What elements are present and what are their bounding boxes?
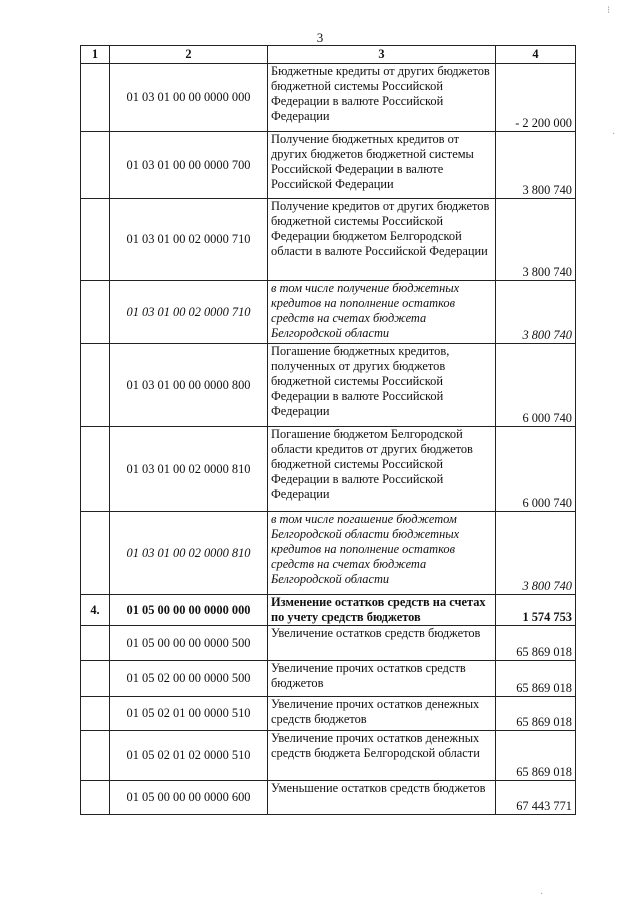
budget-code: 01 03 01 00 02 0000 810 (110, 512, 268, 595)
row-description: Получение кредитов от других бюджетов бюджетной системы Российской Федерации бюджетом Белгородской области в валюте Российской Федерации (268, 199, 496, 281)
table-row (81, 626, 576, 661)
row-description: Бюджетные кредиты от других бюджетов бюджетной системы Российской Федерации в валюте Российской Федерации (268, 64, 496, 132)
row-amount: 6 000 740 (496, 344, 576, 427)
budget-code: 01 03 01 00 02 0000 810 (110, 427, 268, 512)
table-row (81, 512, 576, 595)
table-row (81, 697, 576, 731)
row-number (81, 427, 110, 512)
row-amount: 3 800 740 (496, 281, 576, 344)
row-number (81, 512, 110, 595)
row-amount: 3 800 740 (496, 132, 576, 199)
col-header-amount: 4 (496, 46, 576, 64)
row-amount: 65 869 018 (496, 697, 576, 731)
table-row (81, 281, 576, 344)
budget-code: 01 05 00 00 00 0000 000 (110, 595, 268, 626)
budget-code: 01 05 00 00 00 0000 600 (110, 781, 268, 815)
row-description: Погашение бюджетом Белгородской области кредитов от других бюджетов бюджетной системы Российской Федерации в валюте Российской Федерации (268, 427, 496, 512)
table-row (81, 781, 576, 815)
budget-table (80, 45, 576, 815)
page-number: 3 (316, 30, 324, 45)
table-row (81, 595, 576, 626)
budget-code: 01 03 01 00 00 0000 000 (110, 64, 268, 132)
row-number (81, 781, 110, 815)
budget-code: 01 05 02 00 00 0000 500 (110, 661, 268, 697)
row-number (81, 661, 110, 697)
row-amount: 3 800 740 (496, 199, 576, 281)
row-number (81, 132, 110, 199)
table-row (81, 427, 576, 512)
header-row (81, 46, 576, 64)
row-description: Уменьшение остатков средств бюджетов (268, 781, 496, 815)
row-number (81, 626, 110, 661)
table-row (81, 661, 576, 697)
row-amount: 67 443 771 (496, 781, 576, 815)
row-number (81, 344, 110, 427)
scan-mark: · (612, 129, 616, 140)
budget-code: 01 03 01 00 00 0000 700 (110, 132, 268, 199)
row-amount: 65 869 018 (496, 661, 576, 697)
table-row (81, 344, 576, 427)
budget-code: 01 05 00 00 00 0000 500 (110, 626, 268, 661)
row-description: в том числе погашение бюджетом Белгородской области бюджетных кредитов на пополнение остатков средств на счетах бюджета Белгородской области (268, 512, 496, 595)
table-row (81, 132, 576, 199)
row-description: Увеличение прочих остатков денежных средств бюджетов (268, 697, 496, 731)
row-number: 4. (81, 595, 110, 626)
budget-code: 01 05 02 01 00 0000 510 (110, 697, 268, 731)
row-amount: - 2 200 000 (496, 64, 576, 132)
scan-mark: ⁝ (607, 5, 611, 16)
budget-code: 01 03 01 00 02 0000 710 (110, 199, 268, 281)
table-row (81, 731, 576, 781)
row-description: в том числе получение бюджетных кредитов на пополнение остатков средств на счетах бюджета Белгородской области (268, 281, 496, 344)
scan-mark: · (540, 889, 544, 900)
row-description: Изменение остатков средств на счетах по учету средств бюджетов (268, 595, 496, 626)
col-header-num: 1 (81, 46, 110, 64)
row-amount: 65 869 018 (496, 731, 576, 781)
row-number (81, 731, 110, 781)
table-row (81, 199, 576, 281)
row-number (81, 64, 110, 132)
row-number (81, 281, 110, 344)
row-description: Увеличение остатков средств бюджетов (268, 626, 496, 661)
col-header-code: 2 (110, 46, 268, 64)
row-description: Увеличение прочих остатков денежных средств бюджета Белгородской области (268, 731, 496, 781)
budget-code: 01 05 02 01 02 0000 510 (110, 731, 268, 781)
row-description: Погашение бюджетных кредитов, полученных от других бюджетов бюджетной системы Российской Федерации в валюте Российской Федерации (268, 344, 496, 427)
row-amount: 3 800 740 (496, 512, 576, 595)
budget-code: 01 03 01 00 00 0000 800 (110, 344, 268, 427)
row-amount: 1 574 753 (496, 595, 576, 626)
row-number (81, 697, 110, 731)
table-row (81, 64, 576, 132)
row-description: Получение бюджетных кредитов от других бюджетов бюджетной системы Российской Федерации в валюте Российской Федерации (268, 132, 496, 199)
row-amount: 65 869 018 (496, 626, 576, 661)
row-amount: 6 000 740 (496, 427, 576, 512)
row-number (81, 199, 110, 281)
row-description: Увеличение прочих остатков средств бюджетов (268, 661, 496, 697)
budget-code: 01 03 01 00 02 0000 710 (110, 281, 268, 344)
col-header-description: 3 (268, 46, 496, 64)
